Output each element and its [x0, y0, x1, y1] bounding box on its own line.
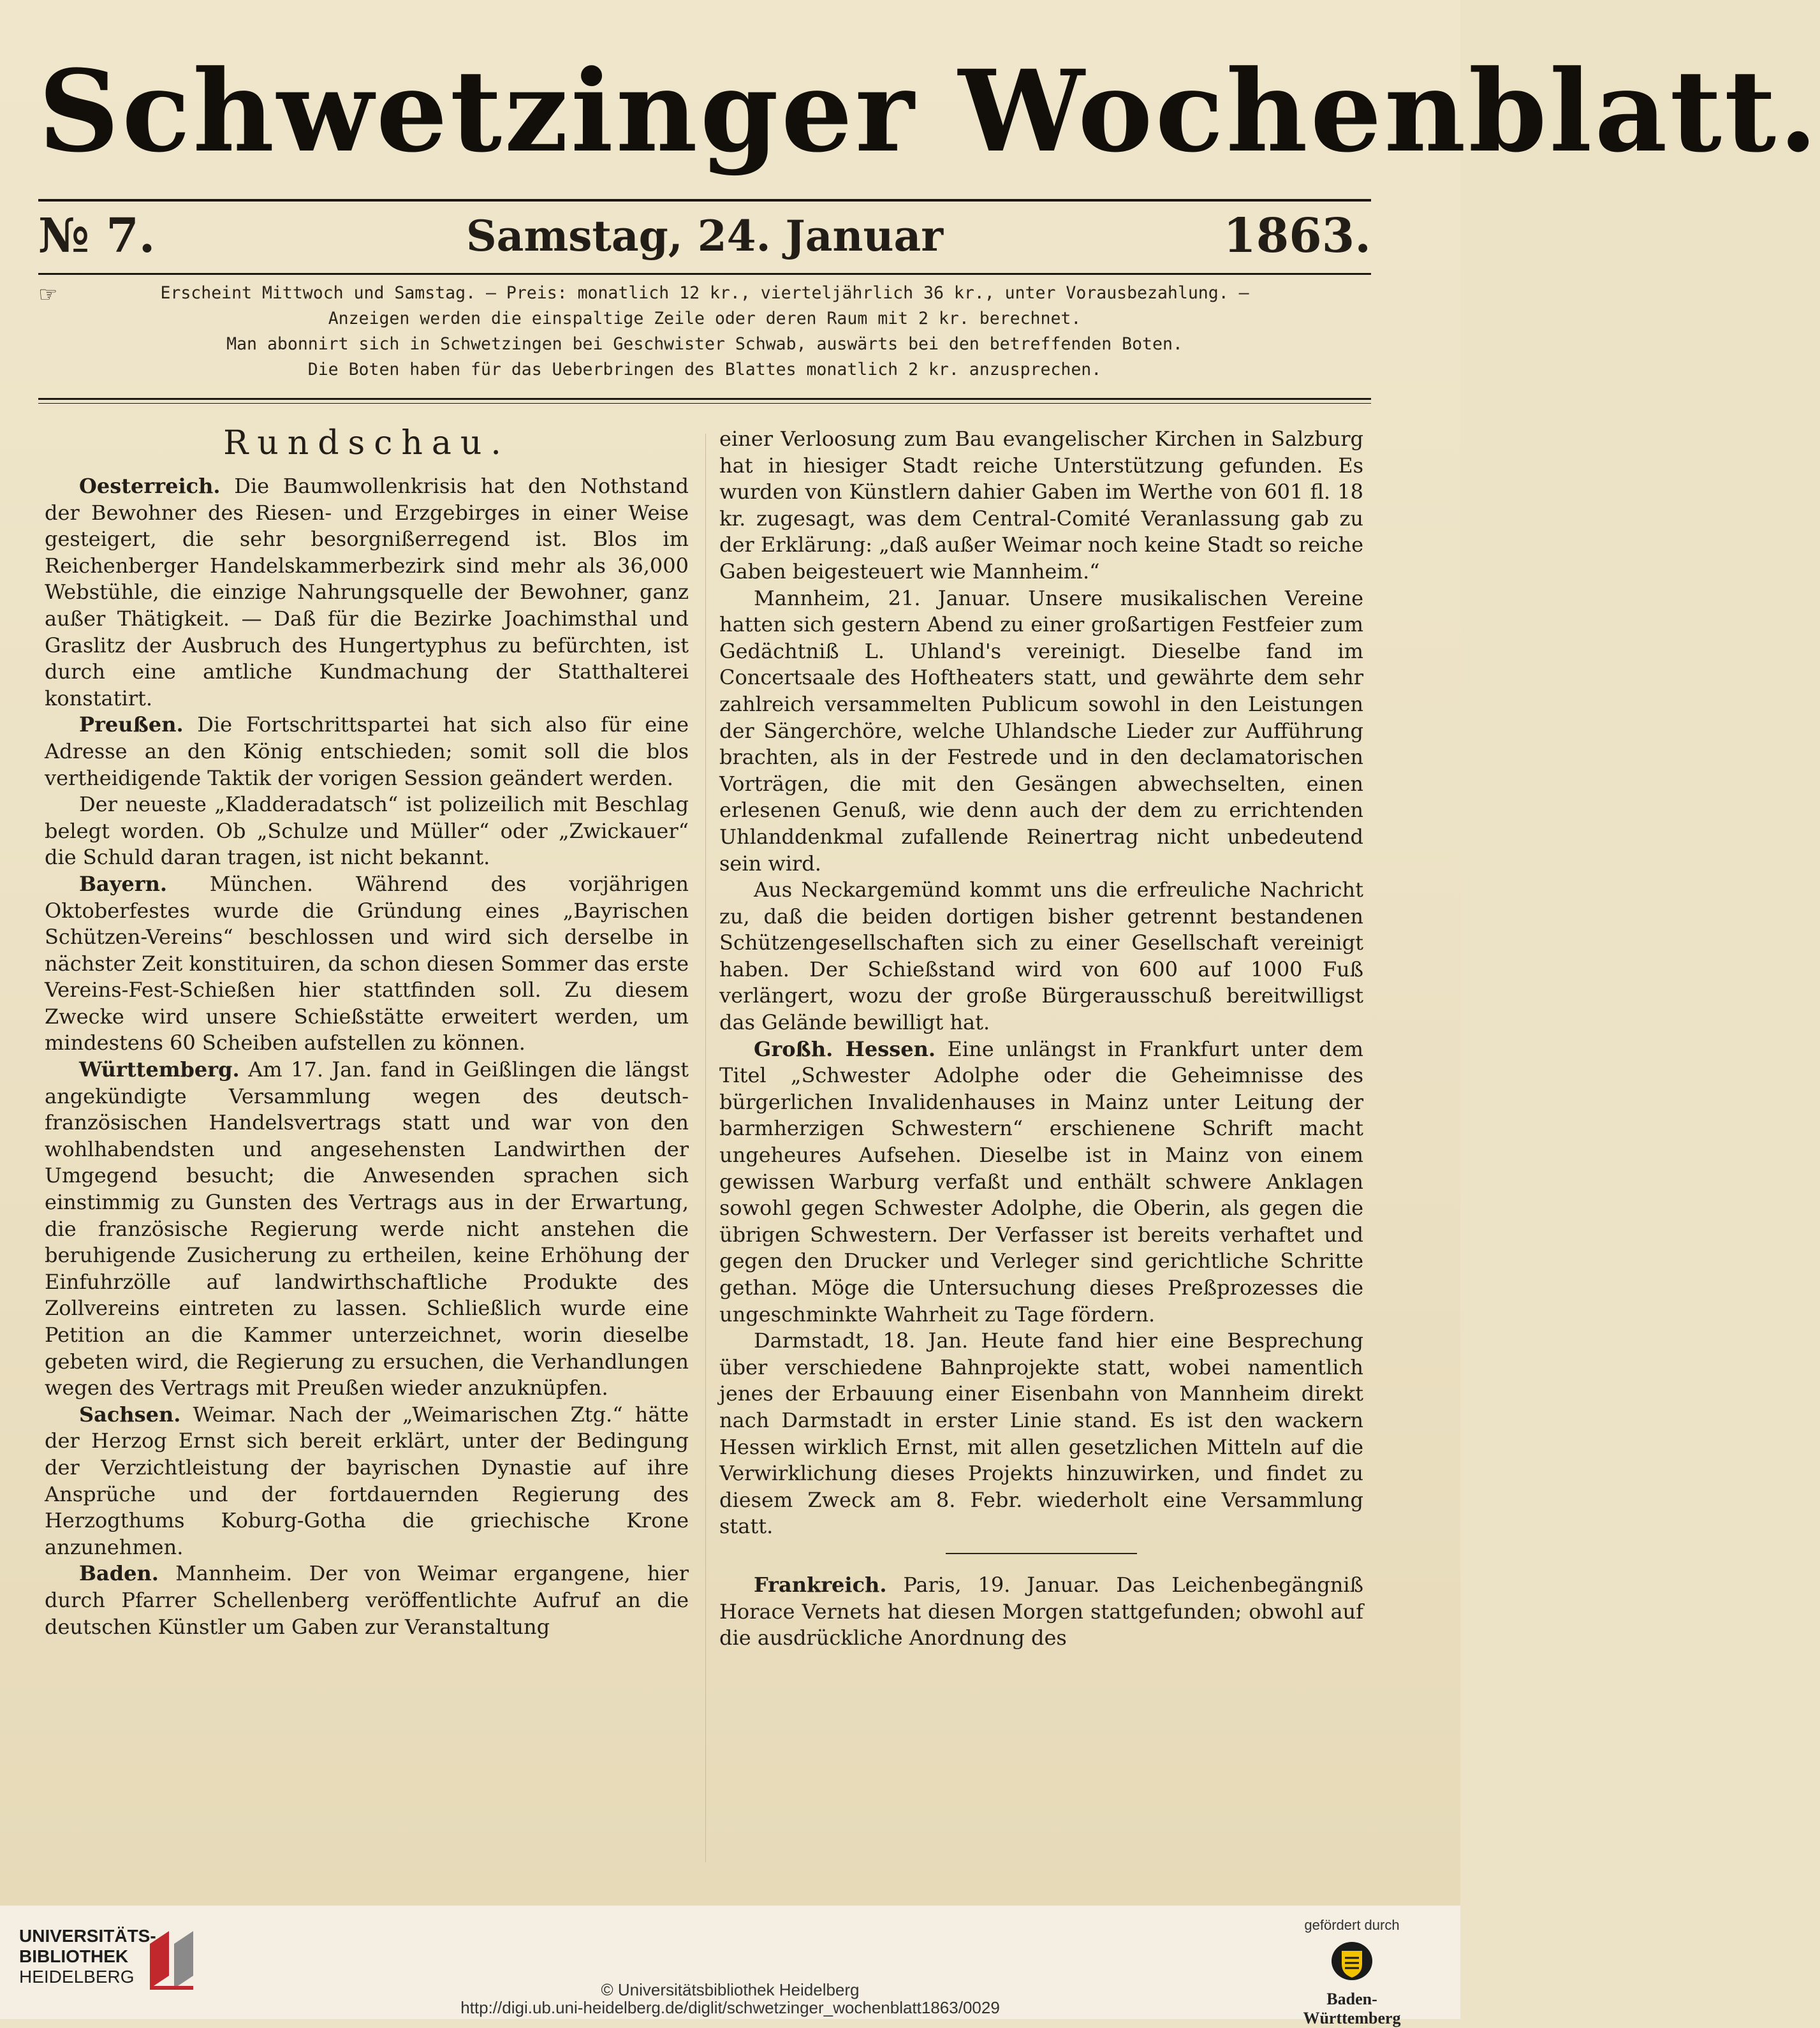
article-kladderadatsch: Der neueste „Kladderadatsch“ ist polizeilich mit Beschlag belegt worden. Ob „Schulze und Müller“ oder „Zwickauer“ die Schuld daran tragen, ist nicht bekannt.	[45, 792, 689, 870]
article-head: Baden.	[79, 1561, 159, 1586]
article-baden-continued: einer Verloosung zum Bau evangelischer Kirchen in Salzburg hat in hiesiger Stadt reiche Unterstützung gefunden. Es wurden von Künstlern dahier Gaben im Werthe von 601 fl. 18 kr. zugesagt, was dem Central-Comité Veranlassung gab zu der Erklärung: „daß außer Weimar noch keine Stadt so reiche Gaben beigesteuert wie Mannheim.“	[719, 427, 1363, 584]
notice-line: Anzeigen werden die einspaltige Zeile oder deren Raum mit 2 kr. berechnet.	[328, 309, 1082, 328]
dateline	[38, 204, 1371, 268]
source-url-link[interactable]: http://digi.ub.uni-heidelberg.de/diglit/schwetzinger_wochenblatt1863/0029	[460, 1998, 1000, 2017]
article-oesterreich	[45, 473, 689, 712]
column-divider	[705, 434, 706, 1862]
article-frankreich	[719, 1572, 1363, 1652]
issue-date: Samstag, 24. Januar	[466, 211, 944, 261]
article-head: Frankreich.	[754, 1572, 887, 1597]
footer-bar	[0, 1906, 1460, 2027]
notice-rule-bottom	[38, 403, 1371, 404]
article-text: Am 17. Jan. fand in Geißlingen die längst angekündigte Versammlung wegen des deutsch-französischen Handelsvertrags statt und war von den wohlhabendsten und angesehensten Landwirthen der Umgegend besucht; die Anwesenden sprachen sich einstimmig zu Gunsten des Vertrags aus in der Erwartung, die französische Regierung werde nicht anstehen die beruhigende Zusicherung zu ertheilen, keine Erhöhung der Einfuhrzölle auf landwirthschaftliche Produkte des Zollvereins eintreten zu lassen. Schließlich wurde eine Petition an die Kammer unterzeichnet, worin dieselbe gebeten wird, die Regierung zu ersuchen, die Verhandlungen wegen des Vertrags mit Preußen wieder anzuknüpfen.	[45, 1057, 689, 1400]
article-text: Die Fortschrittspartei hat sich also für eine Adresse an den König entschieden; somit soll die blos vertheidigende Taktik der vorigen Session geändert werden.	[45, 712, 689, 790]
article-text: Eine unlängst in Frankfurt unter dem Titel „Schwester Adolphe oder die Geheimnisse des bürgerlichen Invalidenhauses in Mainz unter Leitung der barmherzigen Schwestern“ erschienene Schrift macht ungeheures Aufsehen. Dieselbe ist in Mainz von einem gewissen Warburg verfaßt und enthält schwere Anklagen sowohl gegen Schwester Adolphe, die Oberin, als gegen die übrigen Schwestern. Der Verfasser ist bereits verhaftet und gegen den Drucker und Verleger sind gerichtliche Schritte gethan. Möge die Untersuchung dieses Preßprozesses die ungeschminkte Wahrheit zu Tage fördern.	[719, 1036, 1364, 1326]
article-preussen	[45, 712, 689, 791]
library-name-line: UNIVERSITÄTS-	[19, 1926, 156, 1946]
notice-line: Man abonnirt sich in Schwetzingen bei Geschwister Schwab, auswärts bei den betreffenden Boten.	[226, 334, 1183, 354]
article-sachsen	[45, 1402, 689, 1561]
section-title: Rundschau.	[223, 424, 510, 462]
right-column	[719, 426, 1363, 1652]
article-head: Württemberg.	[79, 1057, 240, 1082]
notice-rule-top	[38, 398, 1371, 400]
article-wuerttemberg	[45, 1057, 689, 1402]
funding-logo	[1282, 1917, 1422, 2028]
article-text: Die Baumwollenkrisis hat den Nothstand der Bewohner des Riesen- und Erzgebirges in einer Weise gesteigert, die sehr besorgnißerregend ist. Blos im Reichenberger Handelskammerbezirk sind mehr als 36,000 Webstühle, die einzige Nahrungsquelle der Bewohner, ganz außer Thätigkeit. — Daß für die Bezirke Joachimsthal und Graslitz der Ausbruch des Hungertyphus zu befürchten, ist durch eine amtliche Kundmachung der Statthalterei konstatirt.	[45, 474, 689, 710]
state-name: Baden-Württemberg	[1303, 1990, 1401, 2027]
footer-credits	[0, 1981, 1460, 2017]
article-head: Großh. Hessen.	[754, 1036, 936, 1061]
article-hessen	[719, 1036, 1363, 1328]
section-separator	[946, 1553, 1137, 1554]
article-darmstadt: Darmstadt, 18. Jan. Heute fand hier eine Besprechung über verschiedene Bahnprojekte statt, wobei namentlich jenes der Erbauung einer Eisenbahn von Mannheim direkt nach Darmstadt in erster Linie stand. Es ist den wackern Hessen wirklich Ernst, mit allen gesetzlichen Mitteln auf die Verwirklichung dieses Projekts hinzuwirken, und findet zu diesem Zweck am 8. Febr. wiederholt eine Versammlung statt.	[719, 1328, 1363, 1539]
article-baden	[45, 1561, 689, 1640]
pointing-hand-icon: ☞	[38, 282, 58, 307]
article-head: Sachsen.	[79, 1402, 181, 1427]
issue-year: 1863.	[1223, 209, 1371, 263]
notice-line: Erscheint Mittwoch und Samstag. — Preis: monatlich 12 kr., vierteljährlich 36 kr., unter Vorausbezahlung. —	[160, 283, 1249, 303]
funded-by-text: gefördert durch	[1304, 1917, 1400, 1933]
article-head: Oesterreich.	[79, 474, 221, 498]
state-crest-icon	[1330, 1939, 1374, 1983]
article-text: Weimar. Nach der „Weimarischen Ztg.“ hätte der Herzog Ernst sich bereit erklärt, unter der Bedingung der Verzichtleistung der bayrischen Dynastie auf ihre Ansprüche und der fortdauernden Regierung des Herzogthums Koburg-Gotha die griechische Krone anzunehmen.	[45, 1402, 689, 1559]
article-bayern	[45, 871, 689, 1057]
masthead-rule	[38, 199, 1371, 202]
dateline-rule	[38, 273, 1371, 275]
left-column	[45, 422, 689, 1640]
copyright-text: © Universitätsbibliothek Heidelberg	[601, 1980, 860, 1999]
article-head: Bayern.	[79, 871, 167, 896]
article-neckargemuend: Aus Neckargemünd kommt uns die erfreuliche Nachricht zu, daß die beiden dortigen bisher getrennt bestandenen Schützengesellschaften sich zu einer Gesellschaft vereinigt haben. Der Schießstand wird von 600 auf 1000 Fuß verlängert, wozu der große Bürgerausschuß bereitwilligst das Gelände bewilligt hat.	[719, 878, 1363, 1035]
article-text: Paris, 19. Januar. Das Leichenbegängniß Horace Vernets hat diesen Morgen stattgefunden; obwohl auf die ausdrückliche Anordnung des	[719, 1572, 1364, 1650]
article-text: Mannheim. Der von Weimar ergangene, hier durch Pfarrer Schellenberg veröffentlichte Aufruf an die deutschen Künstler um Gaben zur Veranstaltung	[45, 1561, 689, 1639]
library-name-line: BIBLIOTHEK	[19, 1946, 129, 1966]
article-mannheim: Mannheim, 21. Januar. Unsere musikalischen Vereine hatten sich gestern Abend zu einer großartigen Festfeier zum Gedächtniß L. Uhland's vereinigt. Dieselbe fand im Concertsaale des Hoftheaters statt, und gewährte dem sehr zahlreich versammelten Publicum sowohl in den Leistungen der Sängerchöre, welche Uhlandsche Lieder zur Aufführung brachten, als in der Festrede und in den declamatorischen Vorträgen, die mit den Gesängen abwechselten, einen erlesenen Genuß, wie denn auch der dem zu errichtenden Uhlanddenkmal zufallende Reinertrag nicht unbedeutend sein wird.	[719, 585, 1363, 876]
subscription-notice	[38, 281, 1371, 383]
masthead-title: Schwetzinger Wochenblatt.	[38, 45, 1820, 177]
notice-line: Die Boten haben für das Ueberbringen des Blattes monatlich 2 kr. anzusprechen.	[307, 360, 1102, 379]
article-head: Preußen.	[79, 712, 184, 737]
library-logo-text	[19, 1926, 156, 1987]
library-name-line: HEIDELBERG	[19, 1967, 135, 1987]
article-text: München. Während des vorjährigen Oktoberfestes wurde die Gründung eines „Bayrischen Schützen-Vereins“ beschlossen und wird sich derselbe in nächster Zeit konstituiren, da schon diesen Sommer das erste Vereins-Fest-Schießen hier stattfinden soll. Zu diesem Zwecke wird unsere Schießstätte erweitert werden, um mindestens 60 Scheiben aufstellen zu können.	[45, 871, 689, 1055]
issue-number: № 7.	[38, 209, 156, 263]
